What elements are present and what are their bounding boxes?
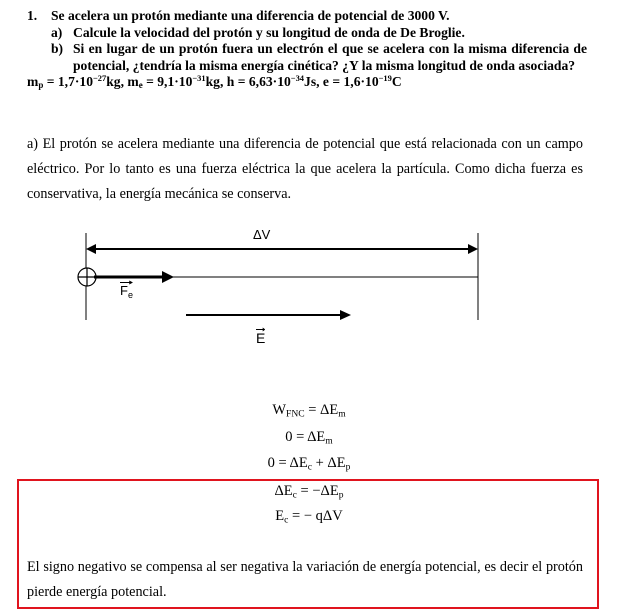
force-vector-arrow-icon [120,280,133,285]
eq4-a-sub: c [292,489,297,501]
eq1-lhs-sub: FNC [286,408,305,420]
equation-kinetic-result [0,506,618,526]
eq4-b: = −ΔE [296,483,339,499]
eq2-sub: m [325,435,333,447]
eq4-a: ΔE [274,483,293,499]
problem-title [27,8,587,25]
me-exponent: −31 [192,72,206,83]
eq4-b-sub: p [338,489,344,501]
part-b-text: Si en lugar de un protón fuera un electrón el que se acelera con la misma diferencia de potencial, ¿tendría la misma energía cinética? ¿Y la misma longitud de onda asociada? [73,41,587,73]
delta-v-arrowhead-right [468,244,478,254]
equation-work-energy [0,400,618,420]
eq5-b: = − qΔV [288,508,343,524]
part-b [27,41,587,74]
e-value: e = 1,6·10 [322,74,379,89]
eq1-rhs-sub: m [338,408,346,420]
field-symbol: E [256,330,266,346]
delta-v-label: ΔV [253,227,271,242]
mp-subscript: p [38,80,44,91]
me-value: = 9,1·10 [142,74,193,89]
equation-kinetic-potential [0,481,618,501]
conclusion-paragraph: El signo negativo se compensa al ser negativa la variación de energía potencial, es decir el protón pierde energía potencial. [27,559,583,600]
equation-energy-sum [0,453,618,473]
field-label [256,330,265,346]
h-unit: Js, [304,74,323,89]
mp-unit: kg, [106,74,128,89]
problem-number: 1. [27,8,38,23]
field-diagram [70,225,500,355]
constants-line [27,74,587,91]
eq1-lhs: W [272,402,286,418]
problem-text: Se acelera un protón mediante una diferencia de potencial de 3000 V. [51,8,450,23]
diagram-drawing [70,225,500,355]
eq2-text: 0 = ΔE [285,429,326,445]
field-vector-arrow-icon [256,327,265,332]
eq5-a-sub: c [284,514,289,526]
eq3-a-sub: c [307,461,312,473]
mp-symbol: m [27,74,39,89]
eq3-a: 0 = ΔE [267,455,308,471]
mp-value: = 1,7·10 [43,74,93,89]
explanation-paragraph: a) El protón se acelera mediante una diferencia de potencial que está relacionada con un campo eléctrico. Por lo tanto es una fuerza eléctrica la que acelera la partícula. Como dicha fuerza es conservativa, la energía mecánica se conserva. [27,136,583,202]
eq3-b-sub: p [345,461,351,473]
h-value: h = 6,63·10 [226,74,291,89]
me-symbol: m [127,74,139,89]
eq1-rhs: = ΔE [304,402,339,418]
force-subscript: e [127,290,133,300]
force-arrowhead [162,271,174,283]
part-a-label: a) [51,24,63,40]
eq5-a: E [275,508,285,524]
me-unit: kg, [205,74,227,89]
mp-exponent: −27 [93,72,107,83]
field-arrowhead [340,310,351,320]
me-subscript: e [138,80,143,91]
e-exponent: −19 [378,72,392,83]
part-b-label: b) [51,41,64,56]
delta-v-arrowhead-left [86,244,96,254]
force-symbol: F [120,283,128,298]
e-unit: C [391,74,402,89]
part-a-text: Calcule la velocidad del protón y su longitud de onda de De Broglie. [73,24,465,40]
part-a [27,25,587,42]
eq3-b: + ΔE [311,455,346,471]
problem-statement [27,8,587,91]
force-label [120,283,133,300]
h-exponent: −34 [290,72,305,83]
equation-conservation [0,427,618,447]
